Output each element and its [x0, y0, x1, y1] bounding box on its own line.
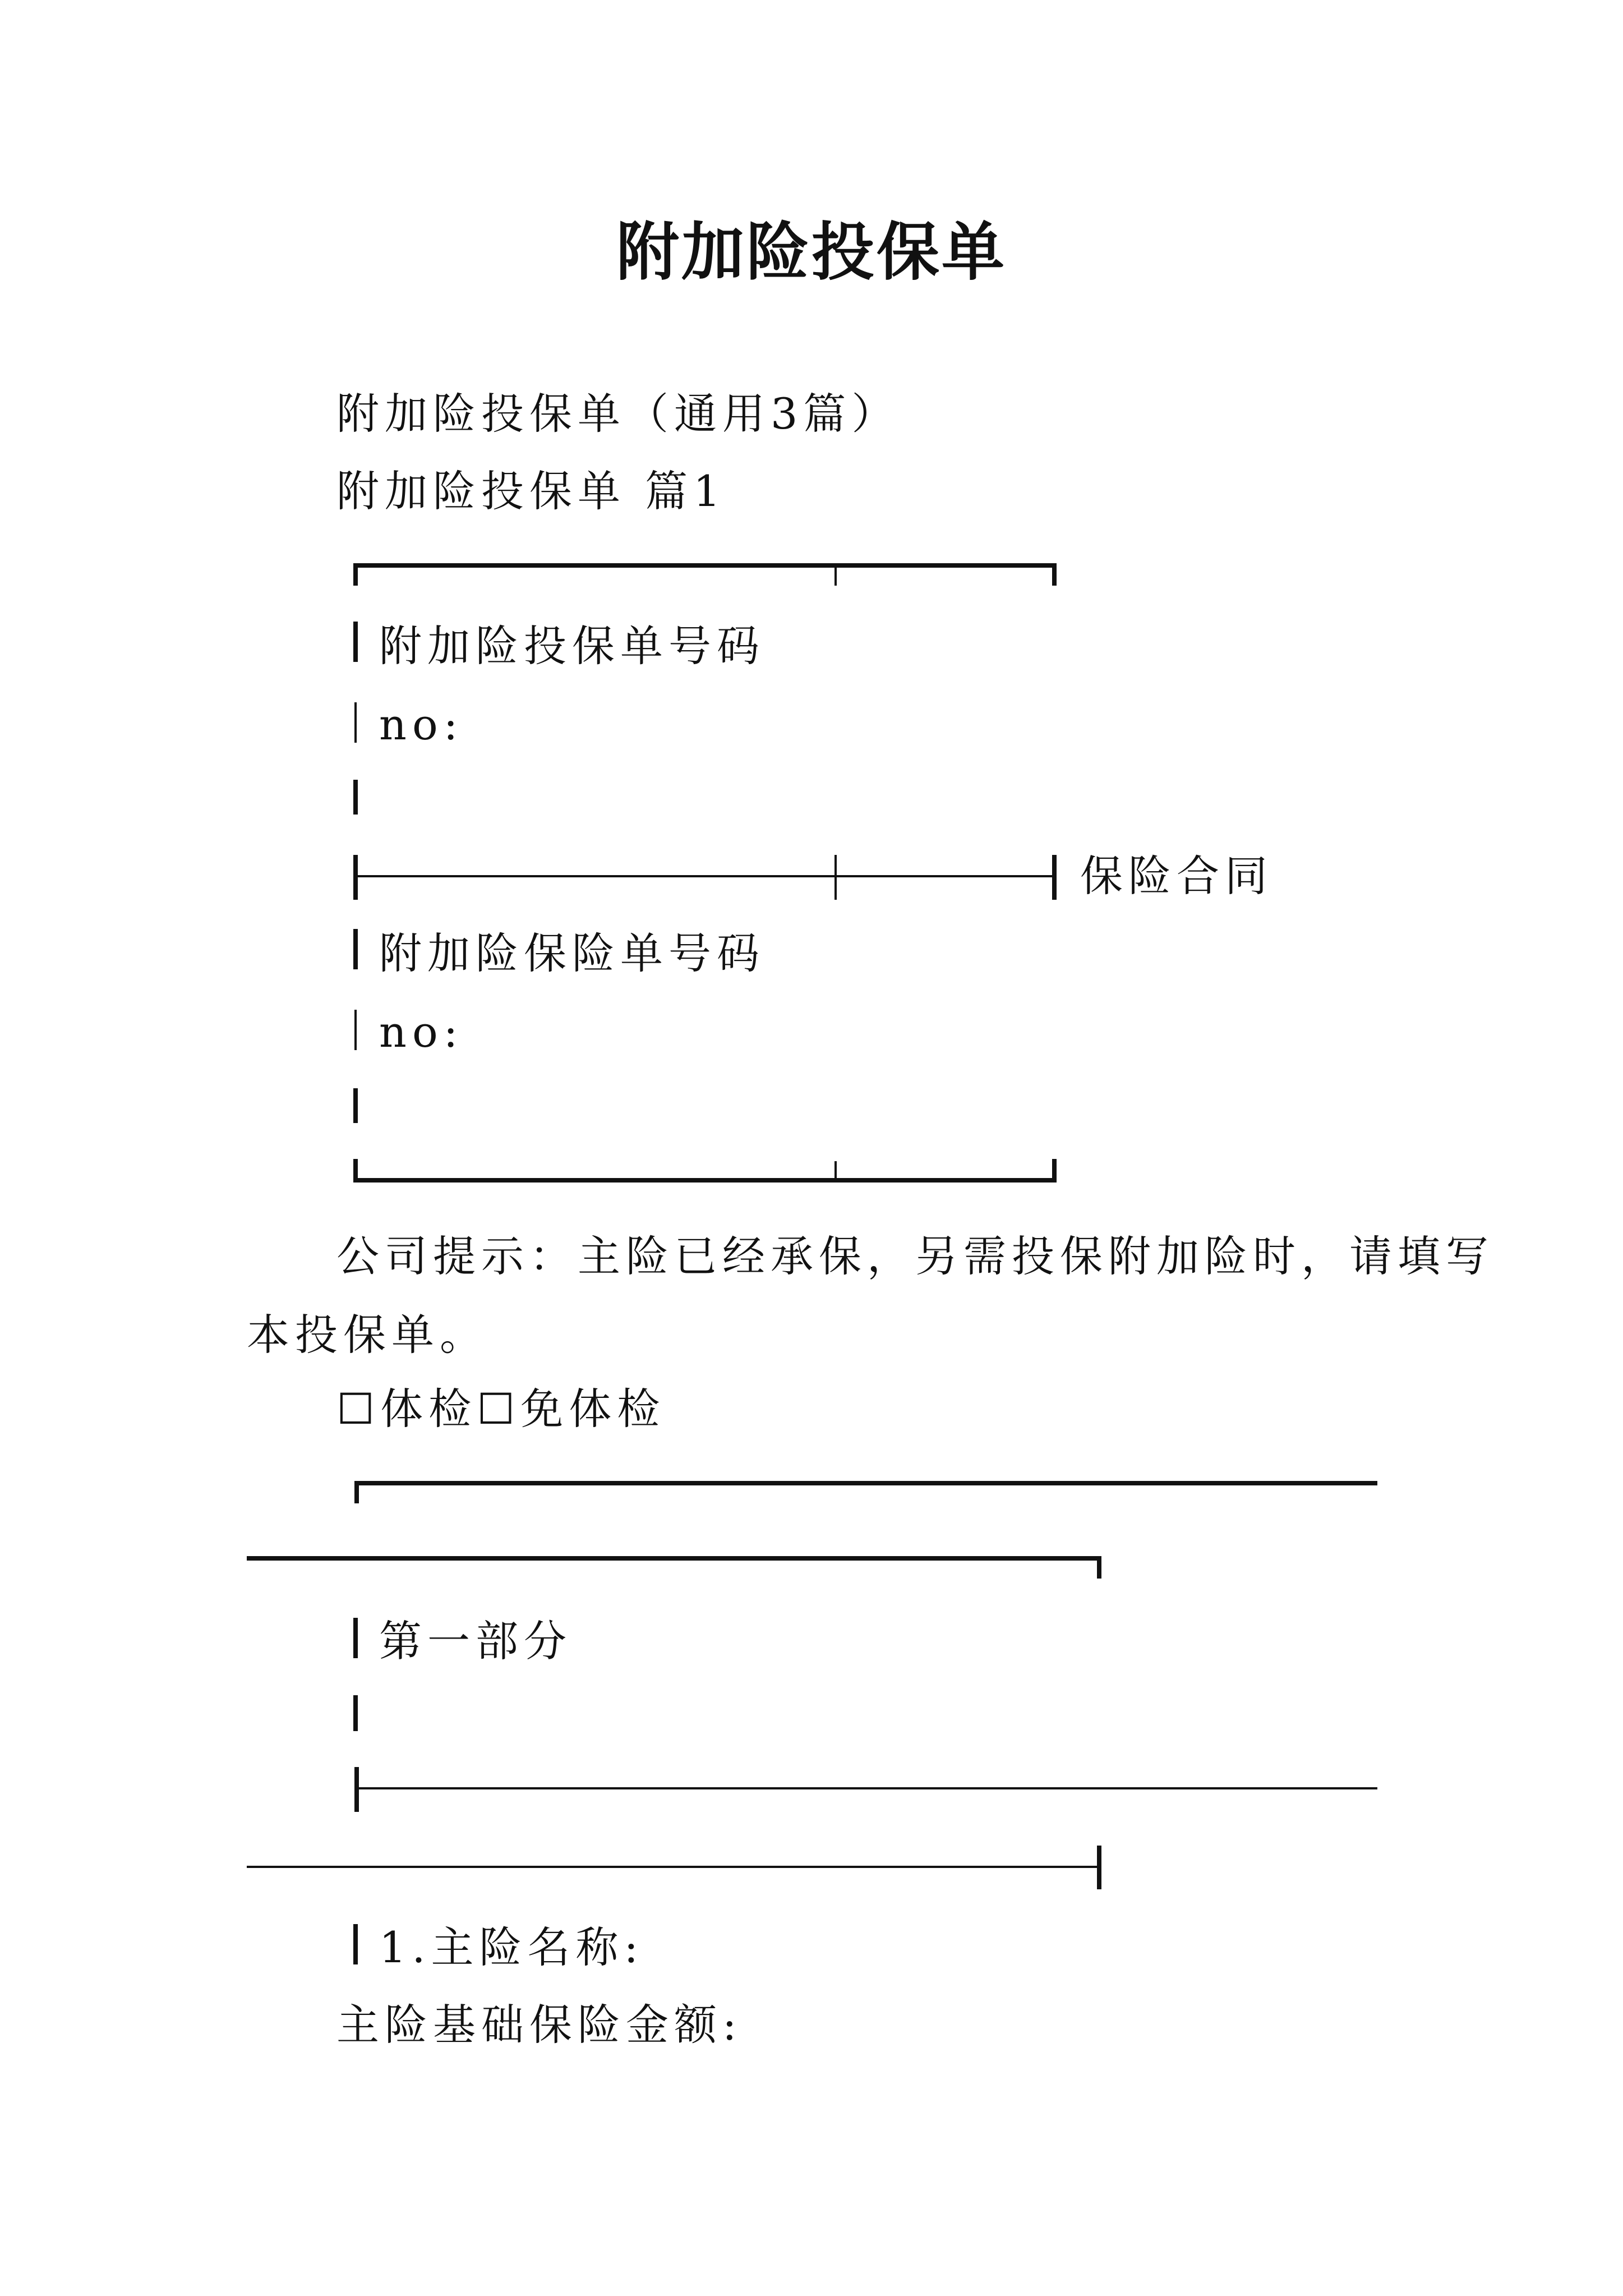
- section-top-border-wrap: [247, 1556, 1101, 1561]
- section-divider: [354, 1787, 1377, 1789]
- section-top-border: [354, 1481, 1377, 1485]
- box-left-border: [353, 1088, 358, 1123]
- box-left-border: [353, 929, 358, 969]
- section-left-border: [353, 1695, 358, 1731]
- section-divider-right-tick: [1097, 1846, 1101, 1889]
- section-left-border: [353, 1924, 358, 1964]
- section-left-border: [353, 1618, 358, 1658]
- section-top-right-corner: [1097, 1556, 1101, 1579]
- application-number-field[interactable]: no:: [379, 700, 464, 749]
- box-middle-divider: [353, 875, 1057, 877]
- box-left-border: [353, 780, 358, 815]
- policy-number-label: 附加险保险单号码: [379, 928, 765, 978]
- box-top-border: [353, 563, 1057, 568]
- company-notice: 公司提示：主险已经承保，另需投保附加险时，请填写: [336, 1231, 1494, 1281]
- box-middle-right-tick: [1052, 855, 1057, 900]
- part-heading: 附加险投保单 篇1: [336, 466, 726, 516]
- box-left-border: [354, 1010, 357, 1050]
- contract-label: 保险合同: [1080, 851, 1273, 901]
- section-heading: 第一部分: [379, 1616, 572, 1666]
- box-top-right-corner: [1052, 563, 1057, 586]
- application-number-label: 附加险投保单号码: [379, 621, 765, 671]
- box-top-divider: [834, 563, 837, 586]
- box-bottom-divider: [834, 1161, 837, 1182]
- box-left-border: [354, 702, 357, 743]
- company-notice-continued: 本投保单。: [247, 1310, 488, 1360]
- section-divider-left-tick: [354, 1767, 359, 1812]
- main-insurance-name-field[interactable]: 1.主险名称:: [379, 1922, 644, 1972]
- box-bottom-border: [353, 1178, 1057, 1182]
- policy-number-field[interactable]: no:: [379, 1007, 464, 1057]
- medical-exam-options[interactable]: ☐体检☐免体检: [336, 1384, 666, 1434]
- box-left-border: [353, 622, 358, 662]
- main-insurance-amount-field[interactable]: 主险基础保险金额:: [336, 2000, 743, 2050]
- box-bottom-right-corner: [1052, 1159, 1057, 1182]
- document-title: 附加险投保单: [616, 215, 1007, 289]
- box-middle-center-tick: [834, 855, 837, 900]
- box-middle-left-tick: [353, 855, 358, 900]
- section-divider-wrap: [247, 1866, 1101, 1868]
- box-top-left-corner: [353, 563, 358, 586]
- collection-title: 附加险投保单（通用3篇）: [336, 389, 900, 439]
